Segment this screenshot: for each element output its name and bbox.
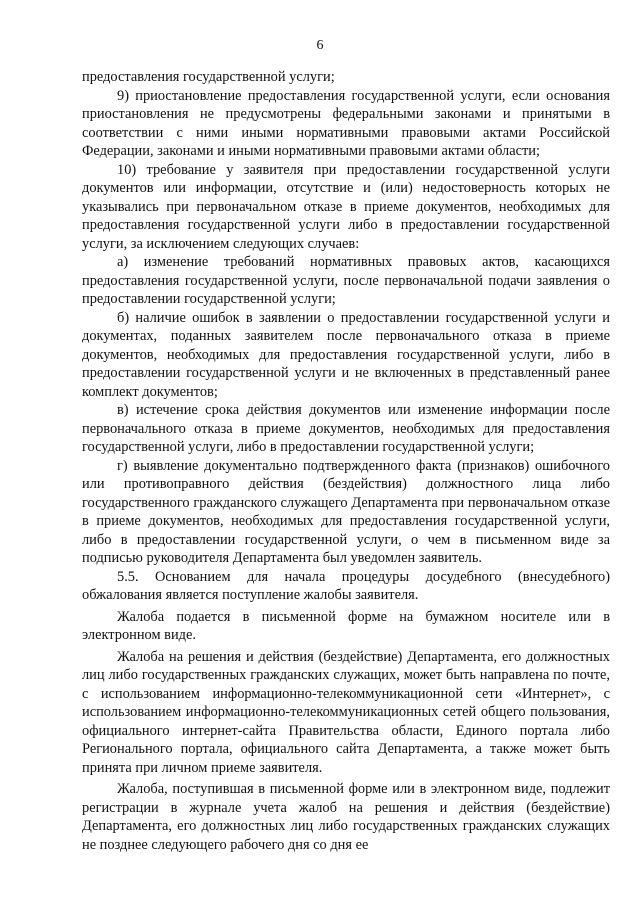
paragraph-item-10: 10) требование у заявителя при предоставлении государственной услуги документов или информации, отсутствие и (или) недостоверность которых не указывались при первоначальном отказе в приеме документов, необходимых для предоставления государственной услуги либо в предоставлении государственной услуги, за исключением следующих случаев: [82,161,610,252]
paragraph-item-9: 9) приостановление предоставления государственной услуги, если основания приостановления не предусмотрены федеральными законами и принятыми в соответствии с ними иными нормативными правовыми актами Российской Федерации, законами и иными нормативными правовыми актами области; [82,87,610,159]
paragraph-subitem-v: в) истечение срока действия документов или изменение информации после первоначального отказа в приеме документов, необходимых для предоставления государственной услуги, либо в предоставлении государственной услуги; [82,402,610,455]
paragraph-continuation: предоставления государственной услуги; [82,69,335,85]
paragraph-subitem-a: а) изменение требований нормативных правовых актов, касающихся предоставления государственной услуги, после первоначальной подачи заявления о предоставлении государственной услуги; [82,254,610,307]
paragraph-subitem-g: г) выявление документально подтвержденного факта (признаков) ошибочного или противоправного действия (бездействия) должностного лица либо государственного гражданского служащего Департамента при первоначальном отказе в приеме документов, необходимых для предоставления государственной услуги, либо в предоставлении государственной услуги, о чем в письменном виде за подписью руководителя Департамента был уведомлен заявитель. [82,457,610,566]
paragraph-subitem-b: б) наличие ошибок в заявлении о предоставлении государственной услуги и документах, поданных заявителем после первоначального отказа в приеме документов, необходимых для предоставления государственной услуги, либо в предоставлении государственной услуги и не включенных в представленный ранее комплект документов; [82,309,610,400]
paragraph-complaint-form: Жалоба подается в письменной форме на бумажном носителе или в электронном виде. [82,608,610,643]
page-number: 6 [316,38,324,53]
paragraph-complaint-registration: Жалоба, поступившая в письменной форме или в электронном виде, подлежит регистрации в журнале учета жалоб на решения и действия (бездействие) Департамента, его должностных лиц либо государственных гражданских служащих не позднее следующего рабочего дня со дня ее [82,781,610,853]
paragraph-complaint-channels: Жалоба на решения и действия (бездействие) Департамента, его должностных лиц либо государственных гражданских служащих, может быть направлена по почте, с использованием информационно-телекоммуникационной сети «Интернет», с использованием информационно-телекоммуникационных сетей общего пользования, официального интернет-сайта Правительства области, Единого портала либо Регионального портала, официального сайта Департамента, а также может быть принята при личном приеме заявителя. [82,648,610,776]
document-body [82,68,610,854]
paragraph-5-5: 5.5. Основанием для начала процедуры досудебного (внесудебного) обжалования является поступление жалобы заявителя. [82,568,610,603]
